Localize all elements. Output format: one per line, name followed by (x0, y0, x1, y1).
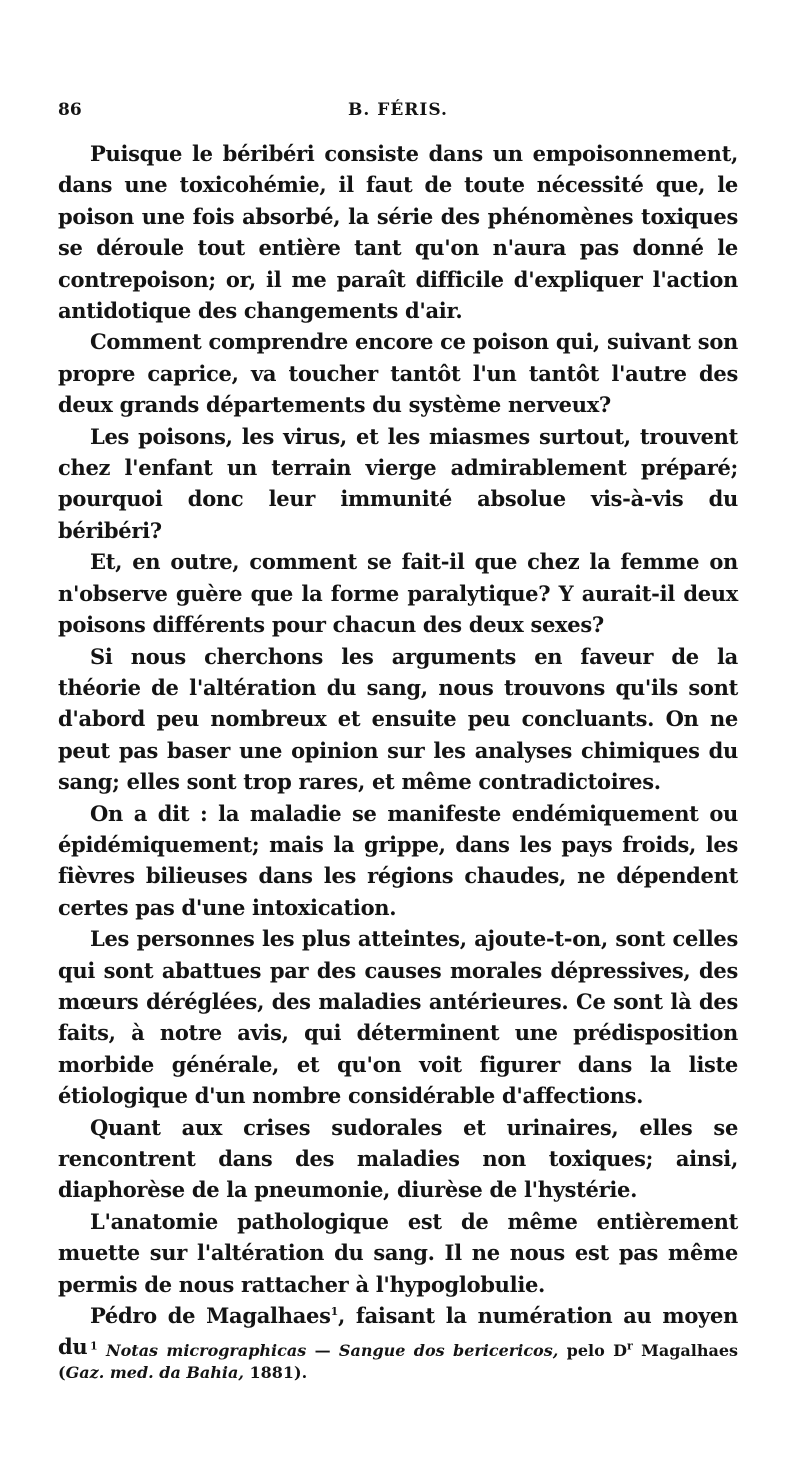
paragraph: Si nous cherchons les arguments en faveur de la théorie de l'altération du sang, nous trouvons qu'ils sont d'abord peu nombreux et ensuite peu concluants. On ne peut pas baser une opinion sur les analyses chimiques du sang; elles sont trop rares, et même contradictoires. (58, 643, 738, 795)
footnote-title: Notas micrographicas (106, 1341, 307, 1360)
paragraph: Les poisons, les virus, et les miasmes surtout, trouvent chez l'enfant un terrain vierge admirablement préparé; pourquoi donc leur immunité absolue vis-à-vis du béribéri? (58, 423, 738, 543)
footnote-journal: Gaz. med. da Bahia, (65, 1363, 244, 1382)
paragraph: Et, en outre, comment se fait-il que chez la femme on n'observe guère que la forme paralytique? Y aurait-il deux poisons différents pour chacun des deux sexes? (58, 549, 738, 638)
footnote-dr-superscript: r (626, 1339, 633, 1353)
footnote-reference: 1 (330, 1305, 338, 1319)
paragraph: Les personnes les plus atteintes, ajoute-t-on, sont celles qui sont abattues par des causes morales dépressives, des mœurs déréglées, des maladies antérieures. Ce sont là des faits, à notre avis, qui déterminent une prédisposition morbide générale, et qu'on voit figurer dans la liste étiologique d'un nombre considérable d'affections. (58, 926, 738, 1109)
paragraph: Puisque le béribéri consiste dans un empoisonnement, dans une toxicohémie, il faut de toute nécessité que, le poison une fois absorbé, la série des phénomènes toxiques se déroule tout entière tant qu'on n'aura pas donné le contrepoison; or, il me paraît difficile d'expliquer l'action antidotique des changements d'air. (58, 141, 738, 324)
footnote (58, 1340, 738, 1384)
footnote-subtitle: Sangue dos bericericos, (338, 1341, 559, 1360)
footnote-author: Magalhaes ( (58, 1341, 739, 1382)
running-head: B. FÉRIS. (348, 100, 448, 120)
paragraph: Quant aux crises sudorales et urinaires, elles se rencontrent dans des maladies non toxiques; ainsi, diaphorèse de la pneumonie, diurèse de l'hystérie. (58, 1114, 738, 1203)
footnote-year: 1881). (243, 1363, 308, 1382)
last-paragraph-end: , faisant la numération au moyen du (58, 1303, 738, 1360)
footnote-dash: — (306, 1341, 339, 1360)
footnote-by: pelo D (558, 1341, 627, 1360)
page-header (58, 100, 738, 130)
footnote-marker: 1 (90, 1339, 98, 1353)
paragraph: L'anatomie pathologique est de même entièrement muette sur l'altération du sang. Il ne nous est pas même permis de nous rattacher à l'hypoglobulie. (58, 1208, 738, 1297)
body-text (58, 138, 738, 1363)
last-paragraph-start: Pédro de Magalhaes (90, 1303, 331, 1329)
page-number: 86 (58, 100, 82, 120)
paragraph: On a dit : la maladie se manifeste endémiquement ou épidémiquement; mais la grippe, dans les pays froids, les fièvres bilieuses dans les régions chaudes, ne dépendent certes pas d'une intoxication. (58, 800, 738, 920)
paragraph: Comment comprendre encore ce poison qui, suivant son propre caprice, va toucher tantôt l'un tantôt l'autre des deux grands départements du système nerveux? (58, 329, 738, 418)
